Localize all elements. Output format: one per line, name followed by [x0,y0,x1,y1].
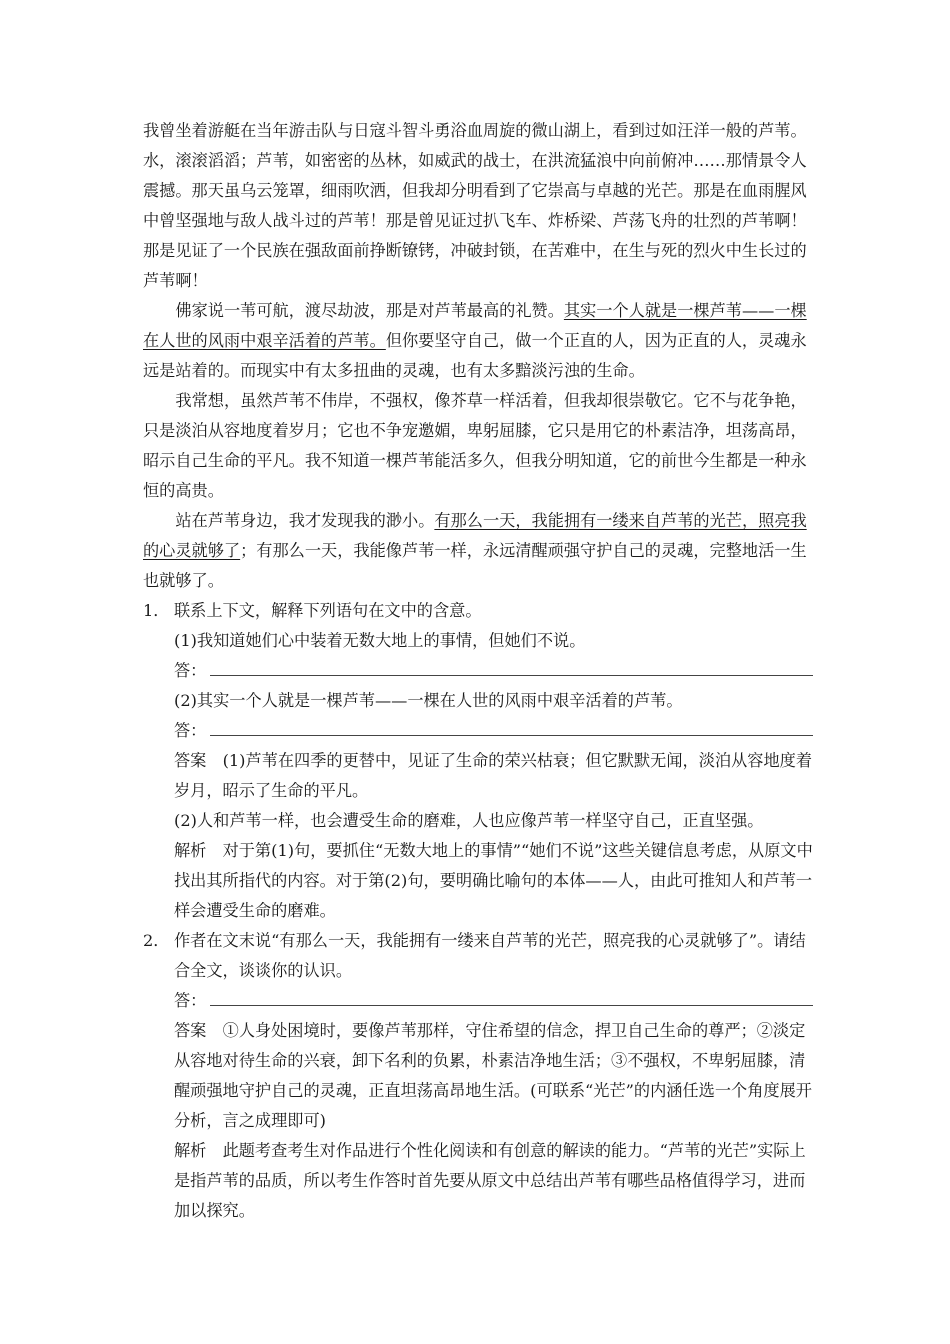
question-1-analysis-text: 对于第(1)句，要抓住“无数大地上的事情”“她们不说”这些关键信息考虑，从原文中找出其所指代的内容。对于第(2)句，要明确比喻句的本体——人，由此可推知人和芦苇一样会遭受生命的磨难。 [174,841,813,920]
answer-blank[interactable] [210,656,813,676]
p4-text-b: ；有那么一天，我能像芦苇一样，永远清醒顽强守护自己的灵魂，完整地活一生也就够了。 [143,541,807,590]
question-2-analysis [143,1136,813,1226]
question-1-analysis [143,836,813,926]
question-2-analysis-text: 此题考查考生对作品进行个性化阅读和有创意的解读的能力。“芦苇的光芒”实际上是指芦苇的品质，所以考生作答时首先要从原文中总结出芦苇有哪些品格值得学习，进而加以探究。 [174,1141,806,1220]
question-1-text: 联系上下文，解释下列语句在文中的含意。 [174,601,482,620]
answer-label: 答案 [174,751,207,770]
p2-text-b: 但你要坚守自己，做一个正直的人，因为正直的人，灵魂永远是站着的。而现实中有太多扭曲的灵魂，也有太多黯淡污浊的生命。 [143,331,807,380]
question-2-answer-text: ①人身处困境时，要像芦苇那样，守住希望的信念，捍卫自己生命的尊严；②淡定从容地对待生命的兴衰，卸下名利的负累，朴素洁净地生活；③不强权，不卑躬屈膝，清醒顽强地守护自己的灵魂，正直坦荡高昂地生活。(可联系“光芒”的内涵任选一个角度展开分析，言之成理即可) [174,1021,812,1130]
question-1-answer [143,746,813,806]
p2-underlined-sentence: 其实一个人就是一棵芦苇——一棵在人世的风雨中艰辛活着的芦苇。 [143,301,807,350]
question-1-sentence-2: (2)其实一个人就是一棵芦苇——一棵在人世的风雨中艰辛活着的芦苇。 [174,691,683,710]
passage-paragraph-4 [143,506,813,596]
answer-line-3 [143,986,813,1016]
question-2 [143,926,813,986]
question-1-sentence-1: (1)我知道她们心中装着无数大地上的事情，但她们不说。 [174,631,586,650]
analysis-label: 解析 [174,1141,207,1160]
question-1-answer-1: (1)芦苇在四季的更替中，见证了生命的荣兴枯衰；但它默默无闻，淡泊从容地度着岁月，昭示了生命的平凡。 [174,751,813,800]
passage-paragraph-1: 我曾坐着游艇在当年游击队与日寇斗智斗勇浴血周旋的微山湖上，看到过如汪洋一般的芦苇。水，滚滚滔滔；芦苇，如密密的丛林，如威武的战士，在洪流猛浪中向前俯冲……那情景令人震撼。那天虽乌云笼罩，细雨吹洒，但我却分明看到了它崇高与卓越的光芒。那是在血雨腥风中曾坚强地与敌人战斗过的芦苇！那是曾见证过扒飞车、炸桥梁、芦荡飞舟的壮烈的芦苇啊！那是见证了一个民族在强敌面前挣断镣铐，冲破封锁，在苦难中，在生与死的烈火中生长过的芦苇啊！ [143,121,807,290]
answer-blank[interactable] [210,716,813,736]
p4-underlined-sentence: 有那么一天，我能拥有一缕来自芦苇的光芒，照亮我的心灵就够了 [143,511,807,560]
question-1 [143,596,813,626]
answer-label: 答案 [174,1021,207,1040]
question-2-text: 作者在文末说“有那么一天，我能拥有一缕来自芦苇的光芒，照亮我的心灵就够了”。请结合全文，谈谈你的认识。 [174,931,806,980]
passage-paragraph-2 [143,296,813,386]
p2-text-a: 佛家说一苇可航，渡尽劫波，那是对芦苇最高的礼赞。 [175,301,564,320]
question-2-number: 2． [143,931,170,950]
question-1-number: 1． [143,601,170,620]
passage-paragraph-3: 我常想，虽然芦苇不伟岸，不强权，像芥草一样活着，但我却很崇敬它。它不与花争艳，只是淡泊从容地度着岁月；它也不争宠邀媚，卑躬屈膝，它只是用它的朴素洁净，坦荡高昂，昭示自己生命的平凡。我不知道一棵芦苇能活多久，但我分明知道，它的前世今生都是一种永恒的高贵。 [143,391,807,500]
question-1-answer-2: (2)人和芦苇一样，也会遭受生命的磨难，人也应像芦苇一样坚守自己，正直坚强。 [174,811,764,830]
answer-prompt: 答： [174,661,207,680]
analysis-label: 解析 [174,841,207,860]
answer-line-2 [143,716,813,746]
answer-blank[interactable] [210,986,813,1006]
question-2-answer [143,1016,813,1136]
p4-text-a: 站在芦苇身边，我才发现我的渺小。 [175,511,435,530]
answer-prompt: 答： [174,991,207,1010]
document-page [143,116,813,1226]
answer-line-1 [143,656,813,686]
answer-prompt: 答： [174,721,207,740]
